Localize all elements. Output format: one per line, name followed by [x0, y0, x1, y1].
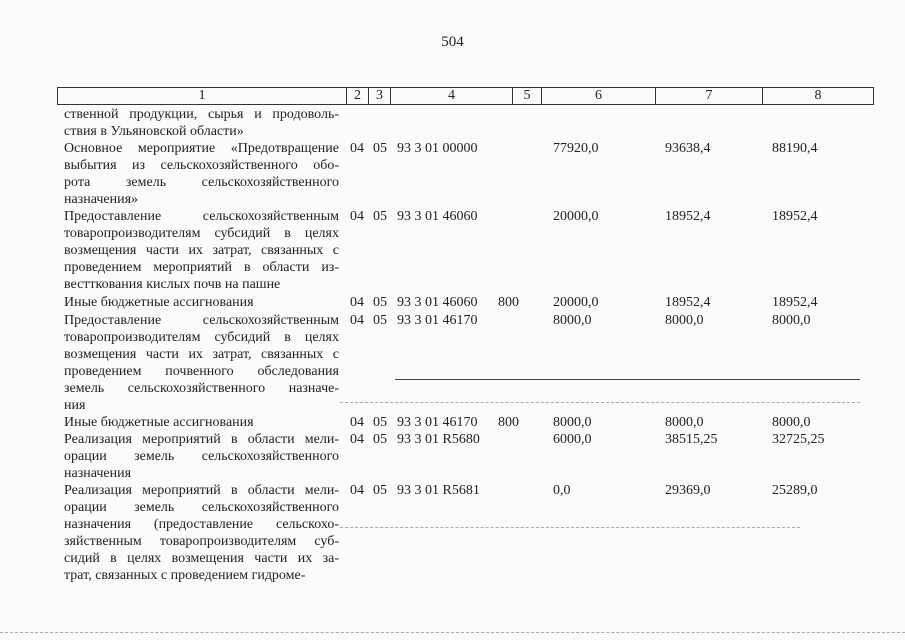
section-code: 04 [350, 313, 364, 328]
target-article-code: 93 3 01 00000 [397, 141, 478, 156]
description-line: зяйственным товаропроизводителям суб- [64, 534, 339, 549]
expense-type-code: 800 [498, 295, 519, 310]
description-line: ственной продукции, сырья и продоволь- [64, 107, 339, 122]
description-line: вестткования кислых почв на пашне [64, 277, 281, 292]
description-line: Реализация мероприятий в области мели- [64, 432, 339, 447]
row-description [64, 140, 339, 208]
row-description [64, 431, 339, 482]
header-col-3: 3 [369, 88, 391, 104]
description-line: ствия в Ульяновской области» [64, 124, 244, 139]
subsection-code: 05 [373, 415, 387, 430]
subsection-code: 05 [373, 313, 387, 328]
amount-col-8: 32725,25 [772, 432, 825, 447]
amount-col-7: 93638,4 [665, 141, 711, 156]
header-col-7: 7 [656, 88, 763, 104]
amount-col-8: 18952,4 [772, 295, 818, 310]
section-code: 04 [350, 432, 364, 447]
section-code: 04 [350, 141, 364, 156]
description-line: ния [64, 398, 86, 413]
subsection-code: 05 [373, 209, 387, 224]
amount-col-8: 18952,4 [772, 209, 818, 224]
target-article-code: 93 3 01 R5680 [397, 432, 480, 447]
subsection-code: 05 [373, 295, 387, 310]
table-header [57, 87, 874, 105]
row-description [64, 208, 339, 293]
row-description [64, 294, 339, 311]
target-article-code: 93 3 01 46060 [397, 209, 478, 224]
amount-col-7: 18952,4 [665, 295, 711, 310]
amount-col-6: 8000,0 [553, 415, 592, 430]
scan-artifact-line [340, 402, 860, 403]
page-number: 504 [441, 34, 464, 50]
amount-col-6: 6000,0 [553, 432, 592, 447]
description-line: Реализация мероприятий в области мели- [64, 483, 339, 498]
header-col-4: 4 [391, 88, 513, 104]
amount-col-6: 0,0 [553, 483, 571, 498]
description-line: назначения» [64, 192, 139, 207]
amount-col-7: 18952,4 [665, 209, 711, 224]
description-line: товаропроизводителям субсидий в целях [64, 330, 339, 345]
amount-col-8: 88190,4 [772, 141, 818, 156]
description-line: сидий в целях возмещения части их за- [64, 551, 339, 566]
section-code: 04 [350, 483, 364, 498]
description-line: орации земель сельскохозяйственного [64, 500, 339, 515]
header-col-6: 6 [542, 88, 656, 104]
header-col-8: 8 [814, 88, 822, 103]
amount-col-7: 38515,25 [665, 432, 718, 447]
description-line: Предоставление сельскохозяйственным [64, 313, 339, 328]
amount-col-6: 77920,0 [553, 141, 599, 156]
amount-col-8: 8000,0 [772, 415, 811, 430]
amount-col-7: 29369,0 [665, 483, 711, 498]
target-article-code: 93 3 01 46170 [397, 313, 478, 328]
amount-col-8: 8000,0 [772, 313, 811, 328]
description-line: орации земель сельскохозяйственного [64, 449, 339, 464]
description-line: возмещения части их затрат, связанных с [64, 243, 339, 258]
row-description [64, 312, 339, 414]
description-line: рота земель сельскохозяйственного [64, 175, 339, 190]
target-article-code: 93 3 01 R5681 [397, 483, 480, 498]
header-col-1: 1 [58, 88, 347, 104]
target-article-code: 93 3 01 46170 [397, 415, 478, 430]
description-line: земель сельскохозяйственного назначе- [64, 381, 339, 396]
amount-col-6: 8000,0 [553, 313, 592, 328]
description-line: выбытия из сельскохозяйственного обо- [64, 158, 339, 173]
row-description [64, 482, 339, 584]
description-line: назначения [64, 466, 132, 481]
description-line: возмещения части их затрат, связанных с [64, 347, 339, 362]
description-line: товаропроизводителям субсидий в целях [64, 226, 339, 241]
amount-col-7: 8000,0 [665, 313, 704, 328]
scan-rule-line [395, 379, 860, 380]
header-col-2: 2 [347, 88, 369, 104]
target-article-code: 93 3 01 46060 [397, 295, 478, 310]
subsection-code: 05 [373, 432, 387, 447]
amount-col-8: 25289,0 [772, 483, 818, 498]
amount-col-6: 20000,0 [553, 209, 599, 224]
expense-type-code: 800 [498, 415, 519, 430]
row-description [64, 414, 339, 431]
description-line: Иные бюджетные ассигнования [64, 415, 254, 430]
description-line: Предоставление сельскохозяйственным [64, 209, 339, 224]
description-line: Иные бюджетные ассигнования [64, 295, 254, 310]
amount-col-7: 8000,0 [665, 415, 704, 430]
description-line: назначения (предоставление сельскохо- [64, 517, 339, 532]
description-line: проведением почвенного обследования [64, 364, 339, 379]
description-line: проведением мероприятий в области из- [64, 260, 339, 275]
section-code: 04 [350, 209, 364, 224]
subsection-code: 05 [373, 483, 387, 498]
description-line: Основное мероприятие «Предотвращение [64, 141, 339, 156]
subsection-code: 05 [373, 141, 387, 156]
section-code: 04 [350, 295, 364, 310]
amount-col-6: 20000,0 [553, 295, 599, 310]
header-col-5: 5 [513, 88, 542, 104]
scan-artifact-line [0, 632, 905, 633]
scan-artifact-line [340, 527, 800, 528]
section-code: 04 [350, 415, 364, 430]
description-line: трат, связанных с проведением гидроме- [64, 568, 306, 583]
row-description [64, 106, 339, 140]
